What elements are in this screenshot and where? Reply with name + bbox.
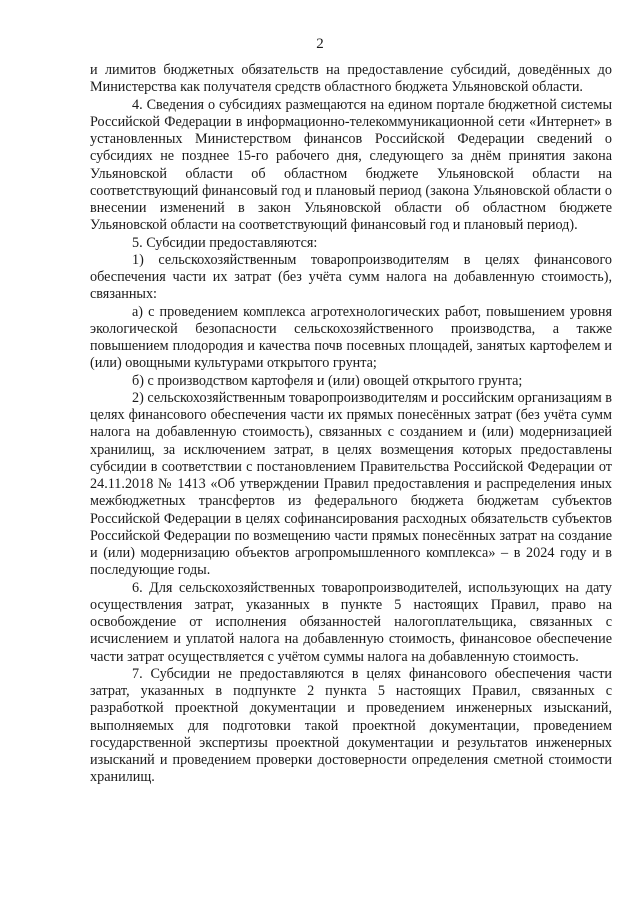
paragraph-subitem-2: 2) сельскохозяйственным товаропроизводителям и российским организациям в целях финансового обеспечения части их прямых понесённых затрат (без учёта сумм налога на добавленную стоимость), связанных с созданием и (или) модернизацией хранилищ, за исключением затрат, в целях возмещения которых предоставлены субсидии в соответствии с постановлением Правительства Российской Федерации от 24.11.2018 № 1413 «Об утверждении Правил предоставления и распределения иных межбюджетных трансфертов из федерального бюджета бюджетам субъектов Российской Федерации в целях софинансирования расходных обязательств субъектов Российской Федерации по возмещению части прямых понесённых затрат на создание и (или) модернизацию объектов агропромышленного комплекса» – в 2024 году и в последующие годы. (90, 389, 612, 579)
paragraph-item-4: 4. Сведения о субсидиях размещаются на едином портале бюджетной системы Российской Федерации в информационно-телекоммуникационной сети «Интернет» в установленных Министерством финансов Российской Федерации сведений о субсидиях не позднее 15-го рабочего дня, следующего за днём принятия закона Ульяновской области об областном бюджете Ульяновской области на соответствующий финансовый год и плановый период (закона Ульяновской области о внесении изменений в закон Ульяновской области об областном бюджете Ульяновской области на соответствующий финансовый год и плановый период). (90, 96, 612, 234)
paragraph-subitem-1b: б) с производством картофеля и (или) овощей открытого грунта; (132, 372, 523, 389)
paragraph-subitem-1: 1) сельскохозяйственным товаропроизводителям в целях финансового обеспечения части их затрат (без учёта сумм налога на добавленную стоимость), связанных: (90, 251, 612, 303)
paragraph-continuation: и лимитов бюджетных обязательств на предоставление субсидий, доведённых до Министерства как получателя средств областного бюджета Ульяновской области. (90, 62, 612, 96)
paragraph-item-6: 6. Для сельскохозяйственных товаропроизводителей, использующих на дату осуществления затрат, указанных в пункте 5 настоящих Правил, право на освобождение от исполнения обязанностей налогоплательщика, связанных с исчислением и уплатой налога на добавленную стоимость, финансовое обеспечение части затрат осуществляется с учётом суммы налога на добавленную стоимость. (90, 579, 612, 665)
paragraph-item-5: 5. Субсидии предоставляются: (132, 234, 318, 251)
paragraph-item-7: 7. Субсидии не предоставляются в целях финансового обеспечения части затрат, указанных в подпункте 2 пункта 5 настоящих Правил, связанных с разработкой проектной документации и проведением инженерных изысканий, выполняемых для подготовки такой проектной документации, проведением государственной экспертизы проектной документации и результатов инженерных изысканий и проведением проверки достоверности определения сметной стоимости хранилищ. (90, 665, 612, 786)
document-body (90, 62, 612, 787)
page-number: 2 (316, 36, 324, 52)
paragraph-subitem-1a: а) с проведением комплекса агротехнологических работ, повышением уровня экологической безопасности сельскохозяйственного производства, а также повышением плодородия и качества почв посевных площадей, занятых картофелем и (или) овощными культурами открытого грунта; (90, 303, 612, 372)
